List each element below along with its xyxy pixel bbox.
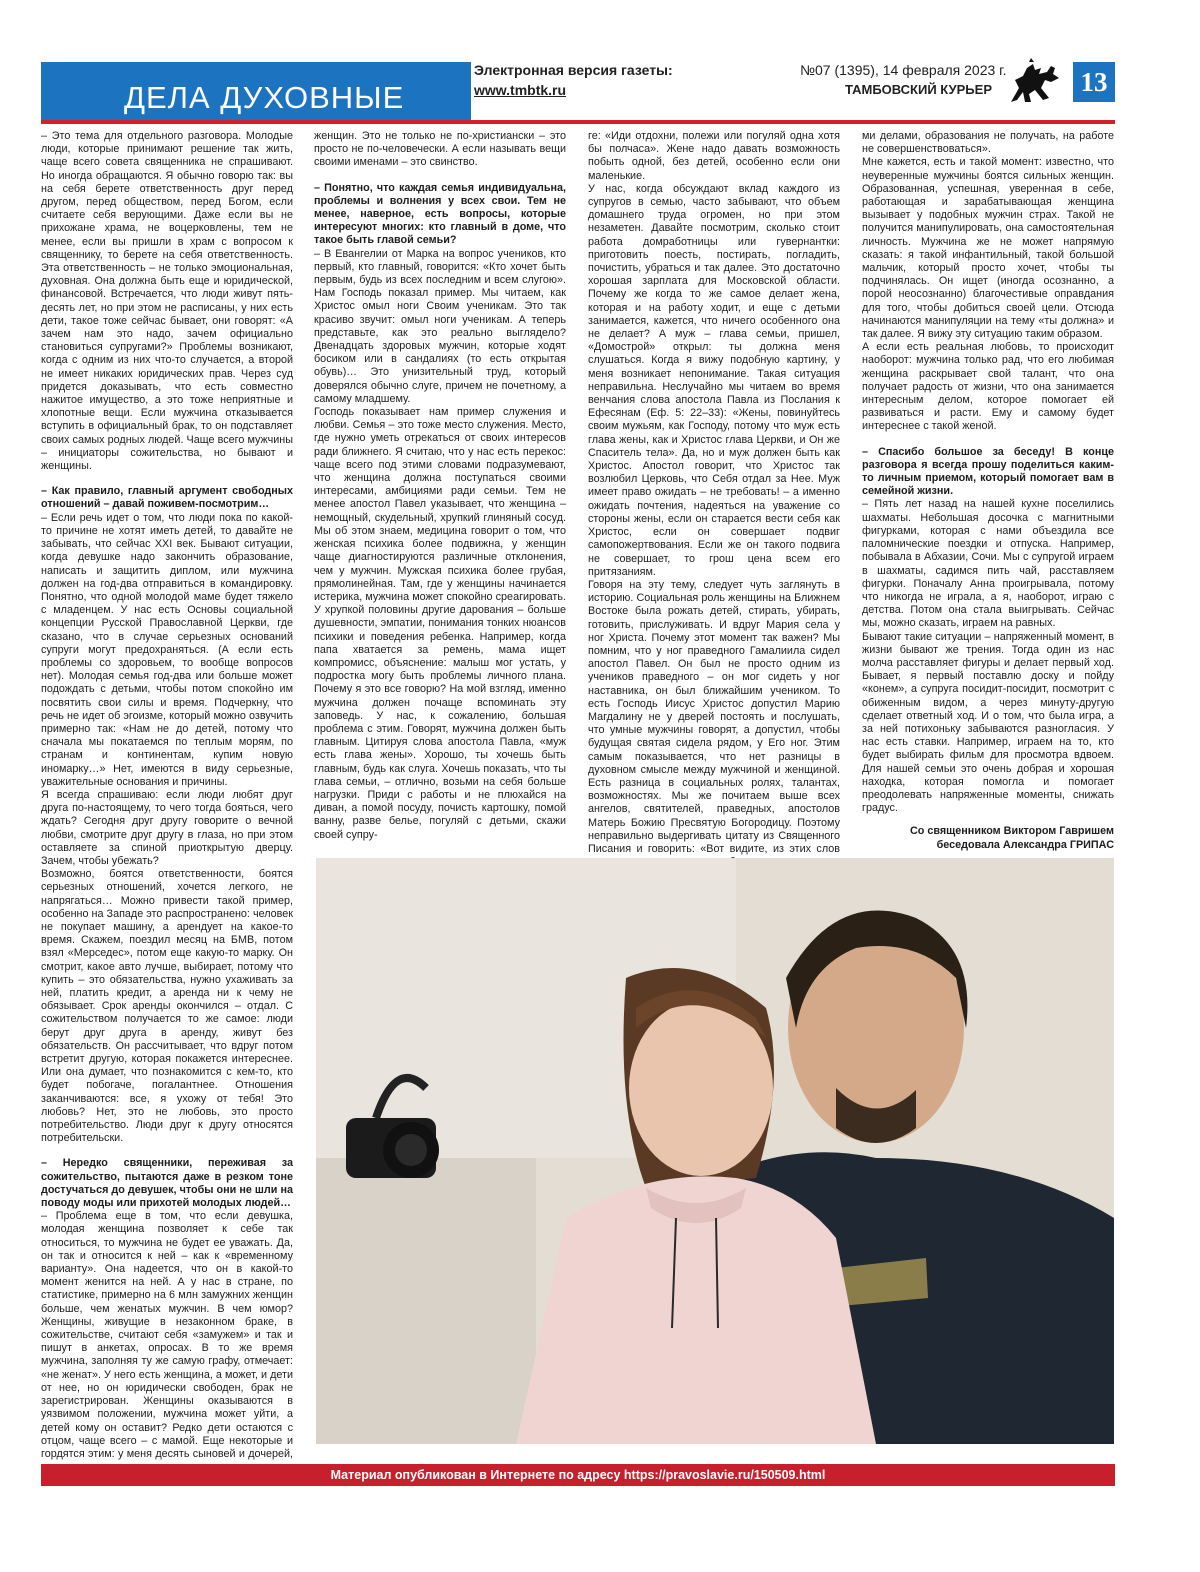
- question-paragraph: – Понятно, что каждая семья индивидуальна, проблемы и волнения у всех свои. Тем не менее, наверное, есть вопросы, которые интересуют многих: кто главный в доме, что такое быть главой семьи?: [314, 181, 566, 247]
- section-title: ДЕЛА ДУХОВНЫЕ: [124, 80, 405, 115]
- article-paragraph: – Это тема для отдельного разговора. Молодые люди, которые принимают решение так жить, чаще всего совета священника не спрашивают. Но иногда обращаются. Я обычно говорю так: вы на себя берете ответственность друг перед другом, перед обществом, перед Богом, если считаете себя верующими. Даже если вы не прихожане храма, не воцерковлены, тем не менее, если вы пришли в храм с вопросом к священнику, то берете на себя ответственность. Эта ответственность – не только эмоциональная, духовная. Она должна быть еще и юридической, финансовой. Встречается, что люди живут пять-десять лет, но при этом не расписаны, у них есть дети, такое тоже сейчас бывает, они говорят: «А зачем нам это надо, зачем официально становиться супругами?» Проблемы возникают, когда с одним из них что-то случается, а второй не имеет никаких юридических прав. Через суд придется доказывать, что есть совместно нажитое имущество, а это тоже неприятные и хлопотные вещи. Если мужчина отказывается вступить в официальный брак, то он подставляет своих самых родных людей. Чаще всего мужчины – инициаторы сожительства, но бывают и женщины.: [41, 130, 293, 473]
- article-paragraph: – Если речь идет о том, что люди пока по какой-то причине не хотят иметь детей, то давайте не забывать, что сейчас XXI век. Бывают ситуации, когда девушке надо закончить образование, написать и защитить диплом, или мужчина должен на год-два отправиться в командировку. Понятно, что одной молодой маме будет тяжело с младенцем. У нас есть Основы социальной концепции Русской Православной Церкви, где сказано, что в случае серьезных оснований супруги могут предохраняться. (А если есть проблемы со здоровьем, то вообще вопросов нет). Молодая семья год-два или больше может подождать с детьми, чтобы потом спокойно им посвятить свои силы и время. Подчеркну, что речь не идет об эгоизме, который можно озвучить примерно так: «Нам не до детей, потому что сначала мы покатаемся по теплым морям, по странам и континентам, купим новую иномарку…» Нет, имеются в виду серьезные, уважительные основания и причины.: [41, 511, 293, 788]
- article-photo: [316, 858, 1114, 1444]
- article-paragraph: – Пять лет назад на нашей кухне поселились шахматы. Небольшая досочка с магнитными фигурками, которая с нами объездила все паломнические поездки и отпуска. Например, побывала в Абхазии, Сочи. Мы с супругой играем в шахматы, садимся пить чай, расставляем фигурки. Поначалу Анна проигрывала, потому что никогда не играла, а я, наоборот, играю с детства. Потом она стала выигрывать. Сейчас мы, можно сказать, играем на равных.: [862, 498, 1114, 630]
- page-number: 13: [1073, 62, 1115, 102]
- article-paragraph: Я всегда спрашиваю: если люди любят друг друга по-настоящему, то чего тогда бояться, чего ждать? Сегодня друг другу говорите о вечной любви, смотрите друг другу в глаза, но при этом оставляете за спиной приоткрытую дверцу. Зачем, чтобы убежать?: [41, 788, 293, 867]
- question-paragraph: – Как правило, главный аргумент свободных отношений – давай поживем-посмотрим…: [41, 485, 293, 511]
- article-paragraph: ге: «Иди отдохни, полежи или погуляй одна хотя бы полчаса». Жене надо давать возможность побыть одной, без детей, особенно если они маленькие.: [588, 130, 840, 182]
- article-column-4: [862, 130, 1114, 851]
- article-paragraph: Бывают такие ситуации – напряженный момент, в жизни бывают же трения. Тогда один из нас молча расставляет фигуры и делает первый ход. Бывает, я первый поставлю доску и пойду «конем», а супруга посидит-посидит, посмотрит с обиженным видом, а через минуту-другую сделает ответный ход. И о том, что была игра, а за ней потихоньку забываются разногласия. У нас есть ставки. Например, играем на то, кто будет выбирать фильм для просмотра вдвоем. Для нашей семьи это очень добрая и хорошая находка, которая помогла и помогает преодолевать напряженные моменты, снижать градус.: [862, 630, 1114, 815]
- article-column-1: [41, 130, 293, 1460]
- article-paragraph: Мне кажется, есть и такой момент: известно, что неуверенные мужчины боятся сильных женщин. Образованная, успешная, уверенная в себе, работающая и зарабатывающая женщина вызывает у подобных мужчин страх. Такой не получится манипулировать, она самостоятельная личность. Мужчина же не может напрямую сказать: я такой инфантильный, такой большой мальчик, который просто хочет, чтобы ты подчинялась. Он ищет (иногда осознанно, а порой неосознанно) благочестивые оправдания для того, чтобы добиться своей цели. Отсюда начинаются манипуляции на тему «ты должна» и так далее. Я вижу эту ситуацию таким образом.: [862, 156, 1114, 341]
- e-version-label: Электронная версия газеты:: [474, 62, 673, 78]
- article-paragraph: А если есть реальная любовь, то происходит наоборот: мужчина только рад, что его любимая женщина раскрывает свой талант, что она получает радость от жизни, что она занимается интересным делом, которое помогает ей развиваться и расти. Ему и самому будет интереснее с такой женой.: [862, 341, 1114, 433]
- article-column-3: [588, 130, 840, 855]
- question-paragraph: – Нередко священники, переживая за сожительство, пытаются даже в резком тоне достучаться до девушек, чтобы они не шли на поводу моды или прихотей молодых людей…: [41, 1157, 293, 1210]
- article-paragraph: – Проблема еще в том, что если девушка, молодая женщина позволяет к себе так относиться, то мужчина не будет ее уважать. Да, он так и относится к ней – как к «временному варианту». Она надеется, что он в какой-то момент женится на ней. А у нас в стране, по статистике, примерно на 6 млн замужних женщин больше, чем женатых мужчин. В чем юмор? Женщины, живущие в незаконном браке, в сожительстве, считают себя «замужем» и так и пишут в анкетах, опросах. В то же время мужчина, заполняя ту же самую графу, отмечает: «не женат». У него есть женщина, а может, и дети от нее, но он юридически свободен, брак не зарегистрирован. Женщины оказываются в уязвимом положении, мужчина может уйти, а детей кому он оставит? Редко дети остаются с отцом, чаще всего – с мамой. Еще некоторые и гордятся этим: у меня десять сыновей и дочерей,: [41, 1210, 293, 1460]
- header-divider: [41, 120, 1115, 124]
- article-column-2: [314, 130, 566, 846]
- issue-info: №07 (1395), 14 февраля 2023 г.: [800, 62, 1007, 78]
- article-paragraph: Возможно, боятся ответственности, боятся серьезных отношений, хочется легкого, не напрягаться… Можно привести такой пример, особенно на Западе это распространено: человек не покупает машину, а арендует на какое-то время. Скажем, поездил месяц на БМВ, потом взял «Мерседес», потом еще какую-то марку. Он смотрит, какое авто лучше, выбирает, потому что купить – это обязательства, нужно ухаживать за ней, платить кредит, а аренда ни к чему не обязывает. Срок аренды окончился – отдал. С сожительством получается то же самое: люди берут друг друга в аренду, живут без обязательств. Он рассчитывает, что вдруг потом встретит другую, которая покажется интереснее. Или она думает, что познакомится с кем-то, кто будет побогаче, погалантнее. Отношения заканчиваются: все, я ухожу от тебя! Это любовь? Нет, это не любовь, это просто потребительство. Люди друг к другу относятся потребительски.: [41, 868, 293, 1145]
- article-paragraph: У нас, когда обсуждают вклад каждого из супругов в семью, часто забывают, что объем домашнего труда огромен, но при этом незаметен. Давайте посмотрим, сколько стоит работа домработницы или гувернантки: приготовить поесть, постирать, погладить, почистить, убраться и так далее. Это достаточно хорошая зарплата для Московской области. Почему же когда то же самое делает жена, которая и на работу ходит, и еще с детьми занимается, кажется, что ничего особенного она не делает? А муж – глава семьи, пришел, «Домострой» открыл: ты должна меня слушаться. Когда я вижу подобную картину, у меня возникает непонимание. Такая ситуация неправильна. Неслучайно мы читаем во время венчания слова апостола Павла из Послания к Ефесянам (Еф. 5: 22–33): «Жены, повинуйтесь своим мужьям, как Господу, потому что муж есть глава жены, как и Христос глава Церкви, и Он же Спаситель тела». Да, но и муж должен быть как Христос. Апостол говорит, что Христос так возлюбил Церковь, что Себя отдал за Нее. Муж имеет право ожидать – не требовать! – а именно ожидать почтения, надеяться на уважение со стороны жены, если он старается вести себя как Христос, если он совершает подвиг самопожертвования. Если же он такого подвига не совершает, то грош цена всем его притязаниям.: [588, 182, 840, 578]
- article-paragraph: Говоря на эту тему, следует чуть заглянуть в историю. Социальная роль женщины на Ближнем Востоке была рожать детей, стирать, убирать, готовить, прислуживать. И вдруг Мария села у ног Христа. Почему этот момент так важен? Мы помним, что у ног праведного Гамалиила сидел апостол Павел. Он был не просто одним из учеников праведного – он мог сидеть у ног наставника, он был ближайшим учеником. То есть Господь Иисус Христос допустил Марию Магдалину не у дверей постоять и послушать, что умные мужчины говорят, а допустил, чтобы будущая святая сидела рядом, у Его ног. Этим самым показывается, что нет разницы в духовном смысле между мужчиной и женщиной. Есть разница в социальных ролях, талантах, возможностях. Мы же почитаем выше всех ангелов, святителей, праведных, апостолов Матерь Божию Пресвятую Богородицу. Поэтому неправильно выдергивать цитату из Священного Писания и говорить: «Вот видите, из этих слов: [588, 578, 840, 855]
- paper-name: ТАМБОВСКИЙ КУРЬЕР: [844, 82, 992, 97]
- article-paragraph: – В Евангелии от Марка на вопрос учеников, кто первый, кто главный, говорится: «Кто хочет быть первым, будь из всех последним и всем слугою». Нам Господь показал пример. Мы читаем, как Христос омыл ноги Своим ученикам. Это так красиво звучит: омыл ноги ученикам. А теперь представьте, как это реально выглядело? Двенадцать здоровых мужчин, которые ходят босиком или в сандалиях (то есть открытая обувь)… Это унизительный труд, который доверялся обычно слуге, причем не почетному, а самому младшему.: [314, 247, 566, 405]
- site-link[interactable]: www.tmbtk.ru: [474, 82, 567, 98]
- footer-source-link[interactable]: Материал опубликован в Интернете по адресу https://pravoslavie.ru/150509.html: [330, 1468, 826, 1482]
- signature: Со священником Виктором Гавришем беседовала Александра ГРИПАС: [909, 825, 1114, 851]
- question-paragraph: – Спасибо большое за беседу! В конце разговора я всегда прошу поделиться каким-то личным приемом, который помогает вам в семейной жизни.: [862, 445, 1114, 498]
- article-paragraph: Господь показывает нам пример служения и любви. Семья – это тоже место служения. Место, где нужно уметь отрекаться от своих интересов ради ближнего. Я считаю, что у нас есть перекос: чаще всего под этими словами подразумевают, что женщина должна поступаться своими интересами, амбициями ради семьи. Тем не менее апостол Павел указывает, что женщина – немощный, скудельный, хрупкий глиняный сосуд. Мы об этом знаем, медицина говорит о том, что женская психика более подвижна, у женщин чаще диагностируются различные отклонения, чем у мужчин. Мужская психика более грубая, прямолинейная. Там, где у женщины начинается истерика, мужчина может спокойно среагировать. У хрупкой половины другие дарования – больше душевности, эмпатии, понимания тонких нюансов психики и поведения ребенка. Например, когда папа хватается за ремень, мама ищет компромисс, объяснение: малыш мог устать, у подростка могу быть проблемы личного плана. Почему я это все говорю? На мой взгляд, именно мужчина должен почаще вспоминать эту заповедь. У нас, к сожалению, большая проблема с этим. Говорят, мужчина должен быть главным. Цитируя слова апостола Павла, «муж есть глава жены». Хорошо, ты хочешь быть главным, будь как слуга. Хочешь показать, что ты глава семьи, – отлично, возьми на себя больше нагрузки. Приди с работы и не плюхайся на диван, а помой посуду, почисть картошку, помой ванну, разве белье, погуляй с детьми, скажи своей супру-: [314, 406, 566, 841]
- article-paragraph: ми делами, образования не получать, на работе не совершенствоваться».: [862, 130, 1114, 156]
- article-paragraph: женщин. Это не только не по-христиански – это просто не по-человечески. А если называть вещи своими именами – это свинство.: [314, 130, 566, 169]
- horse-rider-logo-icon: [1005, 58, 1065, 108]
